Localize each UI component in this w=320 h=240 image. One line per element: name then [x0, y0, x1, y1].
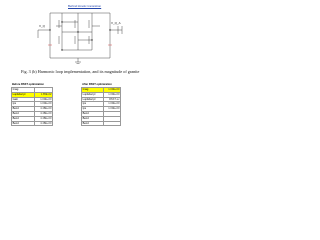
- table-title: Before RSST optimization: [12, 83, 53, 88]
- table-after-optimization: [81, 83, 121, 126]
- figure-caption: Fig. 3 (b) Harmonic loop implementation, and its magnitude of granite: [21, 69, 140, 74]
- table-row: Bend: [82, 121, 121, 126]
- table-row: Gain 1.00E+00: [12, 97, 52, 101]
- table-before-optimization: [11, 83, 53, 126]
- header-link[interactable]: Behind kinetic transistion: [68, 4, 102, 8]
- table-row: Bend 4.48E+00: [12, 111, 52, 115]
- table-row: Bend 4.48E+00: [12, 107, 52, 111]
- table-row: Bend: [82, 111, 121, 116]
- table-row: Lupfelta Ipl 1.00E+00: [82, 92, 120, 96]
- table-title: After RSST optimization: [82, 83, 121, 88]
- table-row: Imag 1.00E+00: [82, 88, 120, 91]
- table-row: Ips 1.00E+00: [82, 102, 120, 106]
- node-label-left: V_Q: [39, 24, 46, 28]
- document-page: [0, 0, 149, 198]
- table-row: Imag: [12, 88, 53, 93]
- table-row: Bend 4.48E+00: [12, 121, 52, 125]
- table-row: Ips 1.00E+00: [12, 102, 52, 106]
- table-row: Ips 1.00E+00: [82, 107, 120, 111]
- circuit-schematic: [0, 0, 149, 68]
- table-row: Bend: [82, 116, 121, 121]
- table-row: Lupfelta Ipl 1.85E-02: [12, 92, 52, 96]
- table-row: Bend 4.48E+00: [12, 116, 52, 120]
- node-label-right: V_Q_A: [111, 21, 121, 25]
- table-row: Lupfelta Ipl RSST ev: [82, 97, 120, 101]
